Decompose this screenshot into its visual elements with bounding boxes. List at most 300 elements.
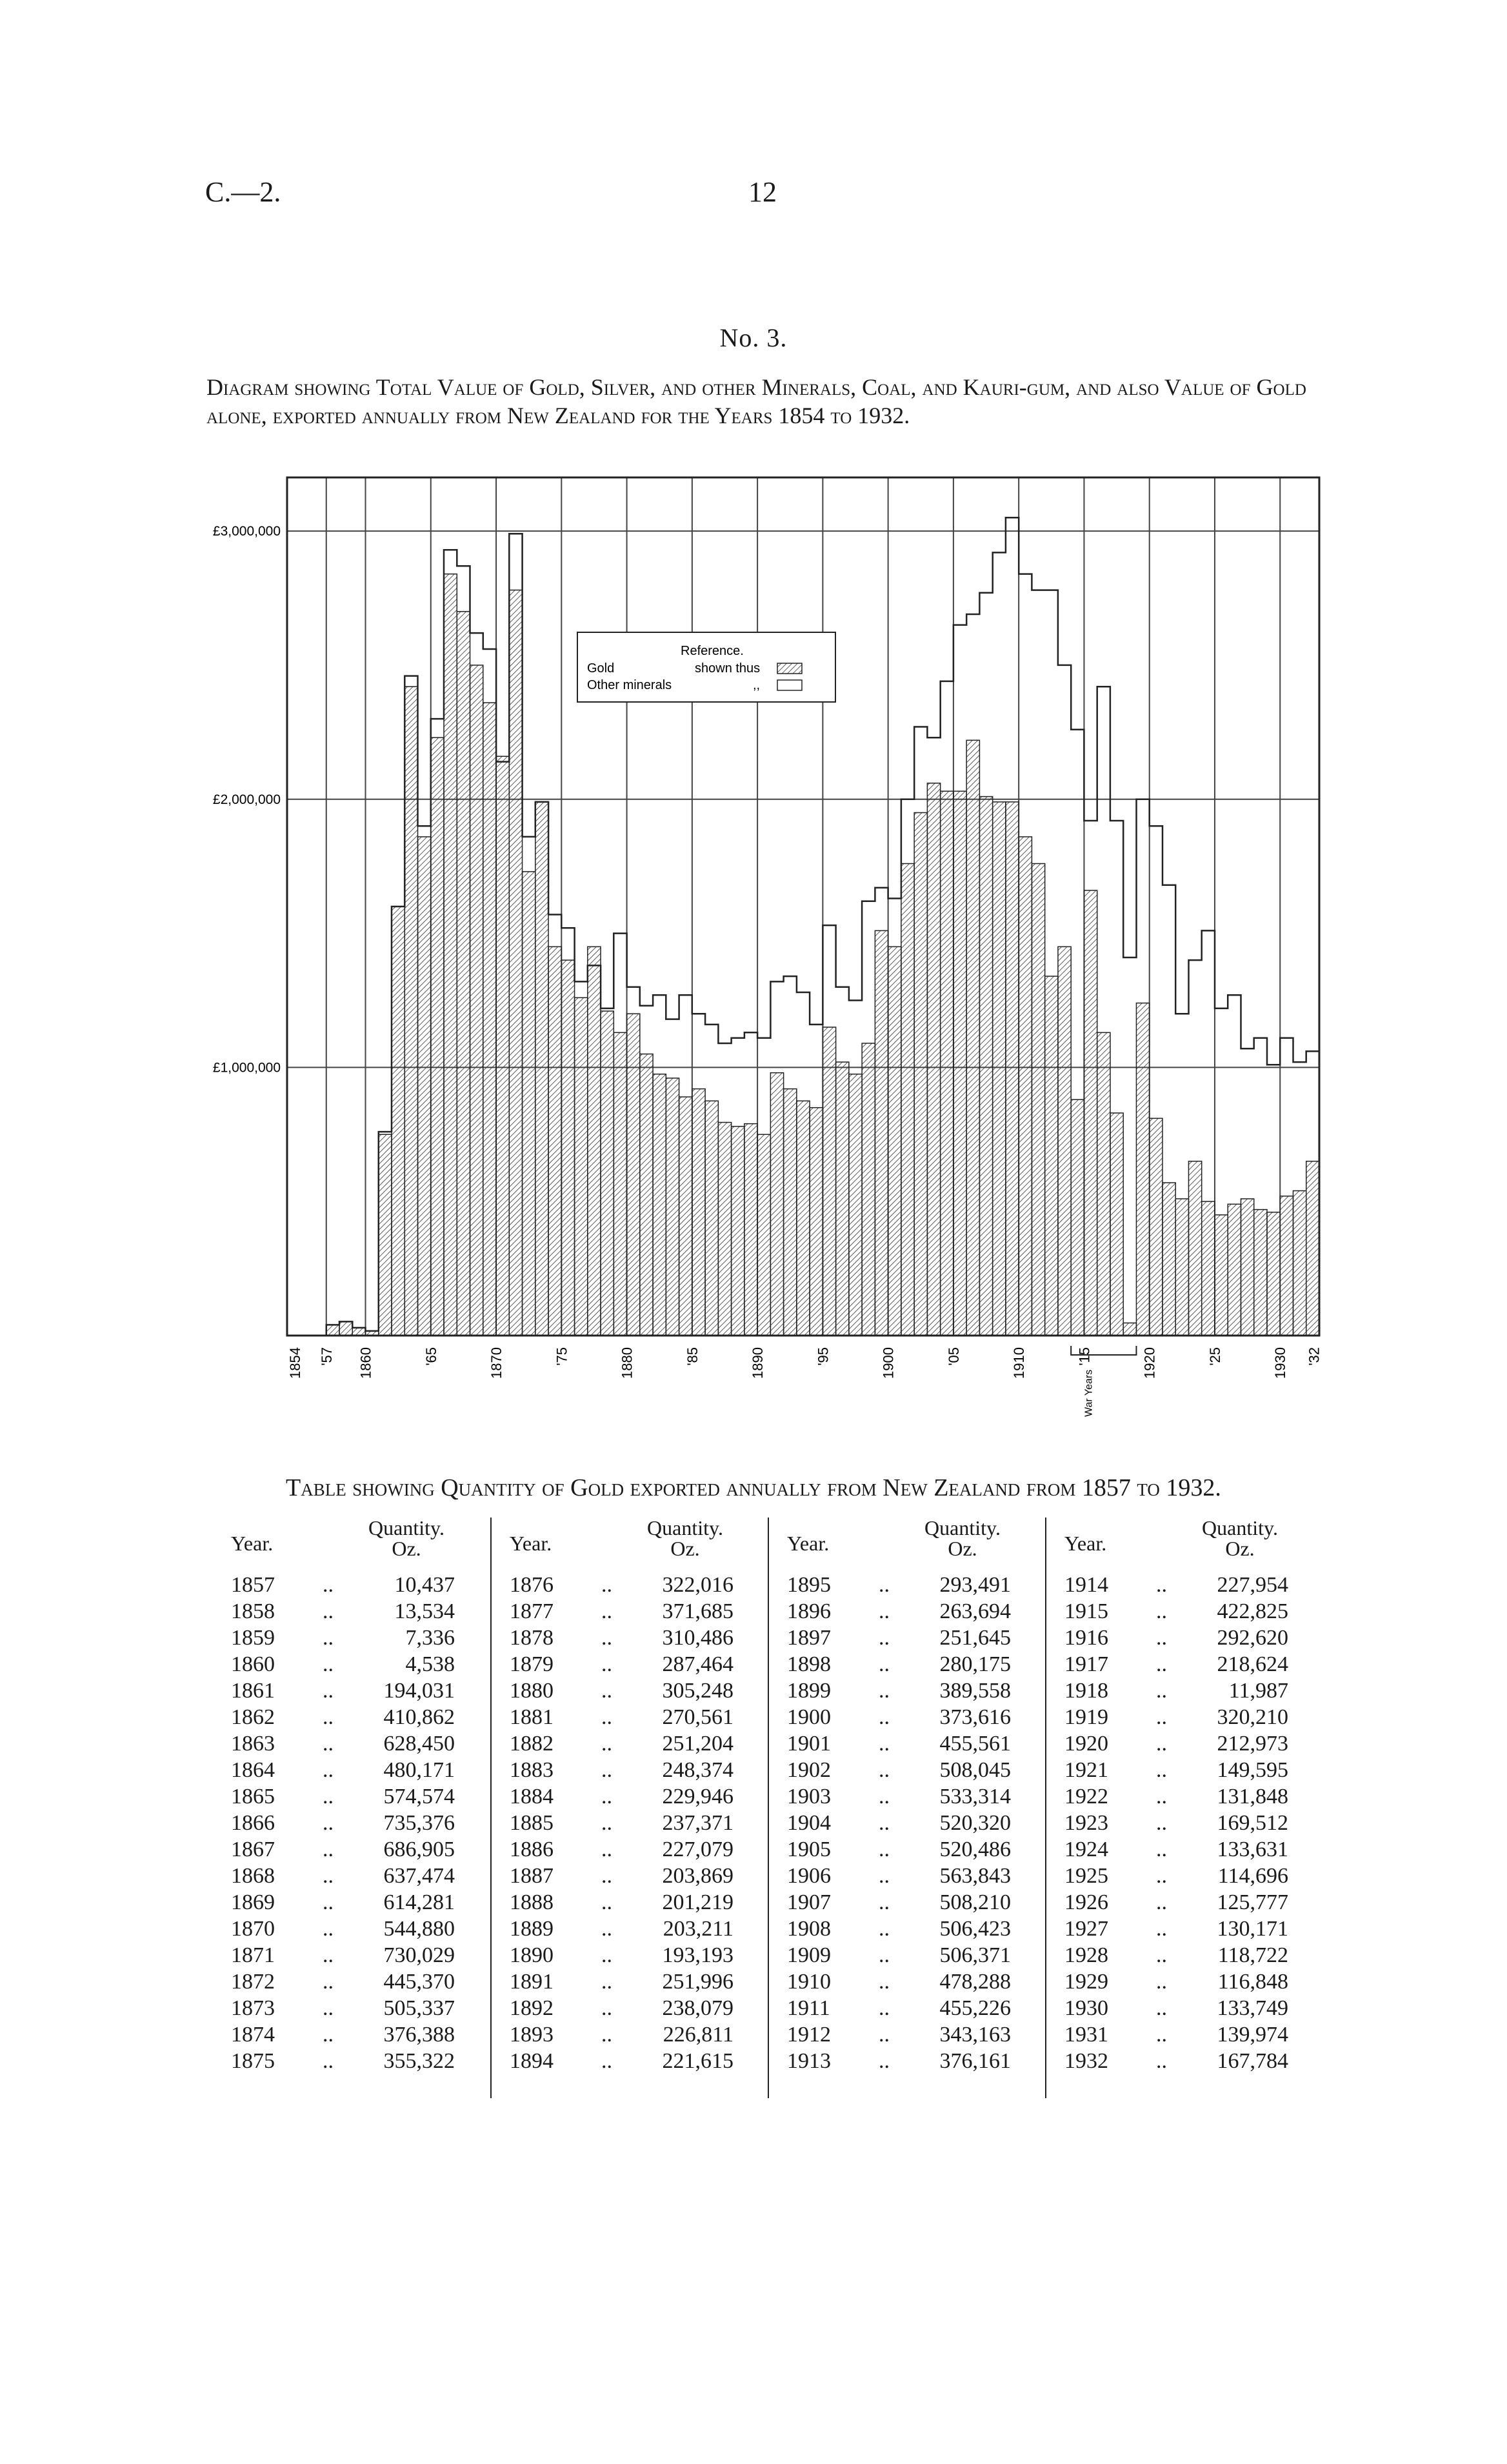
quantity-cell: 11,987 [1228, 1679, 1288, 1703]
legend-other-swatch [777, 680, 802, 690]
leader-dots: .. [1156, 1626, 1167, 1650]
year-header: Year. [1064, 1532, 1107, 1555]
gold-bar [1058, 947, 1071, 1336]
year-cell: 1858 [231, 1599, 275, 1623]
leader-dots: .. [879, 1785, 890, 1808]
leader-dots: .. [879, 2049, 890, 2073]
quantity-cell: 455,561 [939, 1732, 1011, 1756]
year-cell: 1873 [231, 1996, 275, 2020]
gold-bar [1097, 1032, 1110, 1336]
x-tick-label: 1930 [1272, 1347, 1289, 1379]
table-column [213, 1517, 490, 2098]
year-header: Year. [787, 1532, 830, 1555]
x-tick-label: '85 [684, 1347, 701, 1366]
gold-bar [888, 947, 901, 1336]
table-header [1046, 1517, 1324, 1569]
table-column [490, 1517, 769, 2098]
table-row [769, 1996, 1046, 2023]
table-row [1046, 1652, 1324, 1679]
leader-dots: .. [879, 1811, 890, 1835]
year-cell: 1864 [231, 1758, 275, 1782]
gold-bar [1150, 1118, 1163, 1336]
leader-dots: .. [323, 1679, 334, 1703]
gold-bar [640, 1054, 653, 1336]
leader-dots: .. [1156, 1785, 1167, 1808]
quantity-cell: 203,211 [663, 1917, 734, 1941]
quantity-cell: 735,376 [383, 1811, 455, 1835]
quantity-cell: 389,558 [939, 1679, 1011, 1703]
leader-dots: .. [601, 1758, 612, 1782]
quantity-cell: 13,534 [394, 1599, 455, 1623]
table-row [769, 1679, 1046, 1705]
year-cell: 1877 [510, 1599, 554, 1623]
gold-bar [1228, 1204, 1241, 1336]
leader-dots: .. [323, 1705, 334, 1729]
gold-bar [705, 1101, 718, 1336]
quantity-cell: 574,574 [383, 1785, 455, 1808]
leader-dots: .. [601, 1864, 612, 1888]
gold-bar [823, 1027, 835, 1336]
year-cell: 1911 [787, 1996, 830, 2020]
quantity-cell: 10,437 [394, 1573, 455, 1597]
leader-dots: .. [323, 2049, 334, 2073]
table-row [1046, 1758, 1324, 1785]
year-cell: 1867 [231, 1838, 275, 1861]
year-cell: 1929 [1064, 1970, 1108, 1994]
year-cell: 1902 [787, 1758, 831, 1782]
year-cell: 1898 [787, 1652, 831, 1676]
table-row [213, 1758, 490, 1785]
table-row [769, 1785, 1046, 1811]
year-cell: 1924 [1064, 1838, 1108, 1861]
quantity-cell: 544,880 [383, 1917, 455, 1941]
gold-bar [653, 1074, 666, 1336]
year-cell: 1881 [510, 1705, 554, 1729]
leader-dots: .. [1156, 1573, 1167, 1597]
leader-dots: .. [1156, 2049, 1167, 2073]
table-row [492, 1943, 769, 1970]
quantity-cell: 218,624 [1217, 1652, 1288, 1676]
table-row [1046, 1679, 1324, 1705]
table-row [769, 1732, 1046, 1758]
leader-dots: .. [323, 1917, 334, 1941]
quantity-cell: 221,615 [662, 2049, 734, 2073]
quantity-cell: 133,631 [1217, 1838, 1288, 1861]
quantity-cell: 7,336 [405, 1626, 455, 1650]
leader-dots: .. [323, 1758, 334, 1782]
year-cell: 1897 [787, 1626, 831, 1650]
year-cell: 1900 [787, 1705, 831, 1729]
quantity-cell: 251,996 [662, 1970, 734, 1994]
year-cell: 1908 [787, 1917, 831, 1941]
year-cell: 1926 [1064, 1890, 1108, 1914]
leader-dots: .. [1156, 1811, 1167, 1835]
leader-dots: .. [879, 1626, 890, 1650]
quantity-cell: 280,175 [939, 1652, 1011, 1676]
leader-dots: .. [879, 1652, 890, 1676]
x-tick-label: '05 [945, 1347, 962, 1366]
table-row [769, 1864, 1046, 1890]
gold-bar [548, 947, 561, 1336]
year-cell: 1886 [510, 1838, 554, 1861]
gold-bar [666, 1078, 679, 1336]
y-tick-label: £2,000,000 [212, 792, 281, 807]
leader-dots: .. [1156, 1864, 1167, 1888]
year-cell: 1891 [510, 1970, 554, 1994]
table-row [492, 1679, 769, 1705]
table-column [1045, 1517, 1324, 2098]
gold-bar [575, 997, 588, 1336]
year-cell: 1871 [231, 1943, 275, 1967]
year-cell: 1876 [510, 1573, 554, 1597]
leader-dots: .. [323, 1970, 334, 1994]
quantity-header: Quantity. Oz. [647, 1516, 723, 1560]
quantity-cell: 227,954 [1217, 1573, 1288, 1597]
quantity-cell: 125,777 [1217, 1890, 1288, 1914]
quantity-cell: 455,226 [939, 1996, 1011, 2020]
x-tick-label: 1900 [880, 1347, 897, 1379]
war-years-label: War Years [1083, 1369, 1095, 1417]
quantity-cell: 251,204 [662, 1732, 734, 1756]
table-row [1046, 1970, 1324, 1996]
leader-dots: .. [601, 2049, 612, 2073]
leader-dots: .. [601, 1996, 612, 2020]
leader-dots: .. [879, 1943, 890, 1967]
year-cell: 1925 [1064, 1864, 1108, 1888]
year-cell: 1868 [231, 1864, 275, 1888]
export-value-chart [190, 471, 1332, 1426]
gold-bar [457, 612, 470, 1336]
table-row [213, 1917, 490, 1943]
year-cell: 1909 [787, 1943, 831, 1967]
table-row [213, 1996, 490, 2023]
leader-dots: .. [601, 1679, 612, 1703]
quantity-cell: 287,464 [662, 1652, 734, 1676]
table-row [1046, 1838, 1324, 1864]
page-number: 12 [748, 176, 777, 208]
year-cell: 1890 [510, 1943, 554, 1967]
gold-bar [1215, 1215, 1228, 1336]
year-cell: 1895 [787, 1573, 831, 1597]
quantity-cell: 229,946 [662, 1785, 734, 1808]
gold-bar [470, 665, 483, 1336]
x-tick-label: '32 [1306, 1347, 1322, 1366]
leader-dots: .. [1156, 1758, 1167, 1782]
gold-bar [561, 960, 574, 1336]
leader-dots: .. [1156, 1599, 1167, 1623]
quantity-cell: 376,161 [939, 2049, 1011, 2073]
quantity-cell: 237,371 [662, 1811, 734, 1835]
gold-bar [483, 703, 496, 1336]
gold-bar [914, 813, 927, 1336]
quantity-cell: 118,722 [1217, 1943, 1288, 1967]
gold-bar [927, 783, 940, 1336]
year-cell: 1918 [1064, 1679, 1108, 1703]
quantity-cell: 506,423 [939, 1917, 1011, 1941]
year-cell: 1928 [1064, 1943, 1108, 1967]
table-row [213, 1864, 490, 1890]
year-cell: 1893 [510, 2023, 554, 2047]
table-row [213, 1890, 490, 1917]
gold-bar [836, 1062, 849, 1336]
leader-dots: .. [879, 1732, 890, 1756]
leader-dots: .. [1156, 1679, 1167, 1703]
year-cell: 1880 [510, 1679, 554, 1703]
leader-dots: .. [1156, 1705, 1167, 1729]
y-axis-ticks [213, 524, 281, 1075]
gold-bar [1032, 864, 1044, 1336]
year-cell: 1915 [1064, 1599, 1108, 1623]
leader-dots: .. [1156, 1917, 1167, 1941]
year-cell: 1916 [1064, 1626, 1108, 1650]
leader-dots: .. [1156, 1996, 1167, 2020]
year-cell: 1927 [1064, 1917, 1108, 1941]
leader-dots: .. [323, 1890, 334, 1914]
gold-bar [797, 1101, 810, 1336]
year-cell: 1905 [787, 1838, 831, 1861]
quantity-cell: 310,486 [662, 1626, 734, 1650]
quantity-cell: 131,848 [1217, 1785, 1288, 1808]
table-row [213, 1599, 490, 1626]
x-tick-label: '57 [318, 1347, 335, 1366]
table-row [1046, 2049, 1324, 2076]
leader-dots: .. [879, 1970, 890, 1994]
year-cell: 1863 [231, 1732, 275, 1756]
year-header: Year. [231, 1532, 274, 1555]
gold-bar [339, 1321, 352, 1336]
quantity-cell: 227,079 [662, 1838, 734, 1861]
legend-gold-note: shown thus [695, 661, 761, 676]
gold-bar [523, 872, 535, 1336]
quantity-cell: 637,474 [383, 1864, 455, 1888]
leader-dots: .. [1156, 1732, 1167, 1756]
table-row [213, 1626, 490, 1652]
table-header [769, 1517, 1046, 1569]
quantity-cell: 114,696 [1217, 1864, 1288, 1888]
legend-gold-label: Gold [587, 661, 615, 676]
gold-bar [1241, 1199, 1253, 1336]
leader-dots: .. [601, 1838, 612, 1861]
quantity-header: Quantity. Oz. [1202, 1516, 1278, 1560]
figure-title: Diagram showing Total Value of Gold, Silver, and other Minerals, Coal, and Kauri-gum, and also Value of Gold alone, exported annually from New Zealand for the Years 1854 to 1932. [206, 374, 1306, 428]
year-cell: 1887 [510, 1864, 554, 1888]
year-cell: 1888 [510, 1890, 554, 1914]
year-cell: 1919 [1064, 1705, 1108, 1729]
gold-bar [757, 1134, 770, 1336]
quantity-cell: 251,645 [939, 1626, 1011, 1650]
x-tick-label: '25 [1206, 1347, 1223, 1366]
gold-bar [966, 740, 979, 1336]
leader-dots: .. [323, 1732, 334, 1756]
leader-dots: .. [323, 1599, 334, 1623]
leader-dots: .. [1156, 1652, 1167, 1676]
table-row [492, 1890, 769, 1917]
table-row [492, 1785, 769, 1811]
gold-bar [1175, 1199, 1188, 1336]
page-reference: C.—2. [205, 176, 281, 208]
quantity-cell: 371,685 [662, 1599, 734, 1623]
gold-bar [1019, 837, 1032, 1336]
quantity-cell: 410,862 [383, 1705, 455, 1729]
year-cell: 1920 [1064, 1732, 1108, 1756]
leader-dots: .. [323, 1943, 334, 1967]
leader-dots: .. [879, 1679, 890, 1703]
x-tick-label: 1910 [1011, 1347, 1028, 1379]
leader-dots: .. [879, 1838, 890, 1861]
gold-bar [770, 1073, 783, 1336]
x-tick-label: 1920 [1141, 1347, 1158, 1379]
table-row [492, 2049, 769, 2076]
table-row [1046, 1864, 1324, 1890]
leader-dots: .. [601, 1652, 612, 1676]
gold-bar [1084, 890, 1097, 1336]
table-row [1046, 1599, 1324, 1626]
gold-bar [1306, 1161, 1319, 1336]
gold-bar [1071, 1099, 1084, 1336]
table-row [492, 1652, 769, 1679]
table-row [213, 1679, 490, 1705]
table-row [213, 1732, 490, 1758]
leader-dots: .. [601, 1626, 612, 1650]
x-tick-label: 1890 [750, 1347, 766, 1379]
leader-dots: .. [879, 1573, 890, 1597]
year-cell: 1922 [1064, 1785, 1108, 1808]
y-tick-label: £3,000,000 [212, 524, 281, 539]
quantity-cell: 505,337 [383, 1996, 455, 2020]
x-tick-label: 1880 [619, 1347, 635, 1379]
x-tick-label: 1860 [357, 1347, 374, 1379]
x-tick-label: 1870 [488, 1347, 505, 1379]
quantity-cell: 508,045 [939, 1758, 1011, 1782]
year-cell: 1899 [787, 1679, 831, 1703]
gold-bar [953, 791, 966, 1336]
gold-bar [1045, 976, 1058, 1336]
gold-bar [1110, 1113, 1123, 1336]
leader-dots: .. [323, 1838, 334, 1861]
year-header: Year. [510, 1532, 552, 1555]
quantity-cell: 628,450 [383, 1732, 455, 1756]
year-cell: 1904 [787, 1811, 831, 1835]
gold-bar [718, 1123, 731, 1336]
gold-bar [679, 1097, 692, 1336]
year-cell: 1859 [231, 1626, 275, 1650]
gold-bar [1293, 1191, 1306, 1336]
gold-bar [627, 1014, 640, 1336]
gold-bar [810, 1108, 823, 1336]
quantity-cell: 445,370 [383, 1970, 455, 1994]
year-cell: 1921 [1064, 1758, 1108, 1782]
year-cell: 1866 [231, 1811, 275, 1835]
table-row [769, 1652, 1046, 1679]
quantity-header: Quantity. Oz. [924, 1516, 1001, 1560]
legend-other-label: Other minerals [587, 678, 672, 692]
year-cell: 1860 [231, 1652, 275, 1676]
leader-dots: .. [1156, 1943, 1167, 1967]
gold-bar [979, 797, 992, 1336]
gold-bar [901, 864, 914, 1336]
quantity-cell: 686,905 [383, 1838, 455, 1861]
gold-bar [692, 1089, 705, 1336]
table-row [492, 1970, 769, 1996]
table-row [769, 1970, 1046, 1996]
table-row [1046, 1811, 1324, 1838]
quantity-cell: 322,016 [662, 1573, 734, 1597]
leader-dots: .. [1156, 1838, 1167, 1861]
table-row [1046, 1573, 1324, 1599]
quantity-cell: 478,288 [939, 1970, 1011, 1994]
gold-bar [784, 1089, 797, 1336]
table-row [213, 2023, 490, 2049]
quantity-cell: 167,784 [1217, 2049, 1288, 2073]
table-row [492, 1626, 769, 1652]
quantity-cell: 292,620 [1217, 1626, 1288, 1650]
leader-dots: .. [1156, 2023, 1167, 2047]
gold-bar [1006, 802, 1019, 1336]
table-row [213, 1573, 490, 1599]
table-row [213, 1785, 490, 1811]
table-row [492, 1705, 769, 1732]
quantity-cell: 194,031 [383, 1679, 455, 1703]
table-row [492, 1864, 769, 1890]
quantity-cell: 506,371 [939, 1943, 1011, 1967]
leader-dots: .. [323, 1573, 334, 1597]
quantity-cell: 730,029 [383, 1943, 455, 1967]
leader-dots: .. [601, 1705, 612, 1729]
quantity-cell: 133,749 [1217, 1996, 1288, 2020]
table-row [769, 1838, 1046, 1864]
quantity-cell: 520,320 [939, 1811, 1011, 1835]
quantity-cell: 520,486 [939, 1838, 1011, 1861]
gold-bar [875, 930, 888, 1336]
table-row [492, 1573, 769, 1599]
quantity-cell: 270,561 [662, 1705, 734, 1729]
leader-dots: .. [601, 1890, 612, 1914]
y-tick-label: £1,000,000 [212, 1060, 281, 1076]
leader-dots: .. [1156, 1970, 1167, 1994]
table-row [769, 1917, 1046, 1943]
gold-bar [535, 802, 548, 1336]
leader-dots: .. [879, 1599, 890, 1623]
table-row [1046, 1996, 1324, 2023]
table-column [768, 1517, 1046, 2098]
gold-bar [1188, 1161, 1201, 1336]
quantity-cell: 169,512 [1217, 1811, 1288, 1835]
table-row [492, 1838, 769, 1864]
year-cell: 1875 [231, 2049, 275, 2073]
figure-number: No. 3. [719, 323, 788, 352]
year-cell: 1857 [231, 1573, 275, 1597]
table-row [769, 2049, 1046, 2076]
gold-bar [1267, 1212, 1280, 1336]
gold-bar [614, 1032, 626, 1336]
gold-bar [392, 906, 404, 1336]
table-row [213, 1652, 490, 1679]
gold-bar [1123, 1323, 1136, 1336]
table-row [492, 1599, 769, 1626]
year-cell: 1903 [787, 1785, 831, 1808]
quantity-cell: 320,210 [1217, 1705, 1288, 1729]
leader-dots: .. [323, 1626, 334, 1650]
gold-bar [849, 1074, 862, 1336]
year-cell: 1892 [510, 1996, 554, 2020]
quantity-cell: 226,811 [663, 2023, 734, 2047]
quantity-cell: 563,843 [939, 1864, 1011, 1888]
gold-bar [588, 947, 601, 1336]
year-cell: 1878 [510, 1626, 554, 1650]
quantity-cell: 508,210 [939, 1890, 1011, 1914]
table-row [769, 1943, 1046, 1970]
leader-dots: .. [601, 1917, 612, 1941]
